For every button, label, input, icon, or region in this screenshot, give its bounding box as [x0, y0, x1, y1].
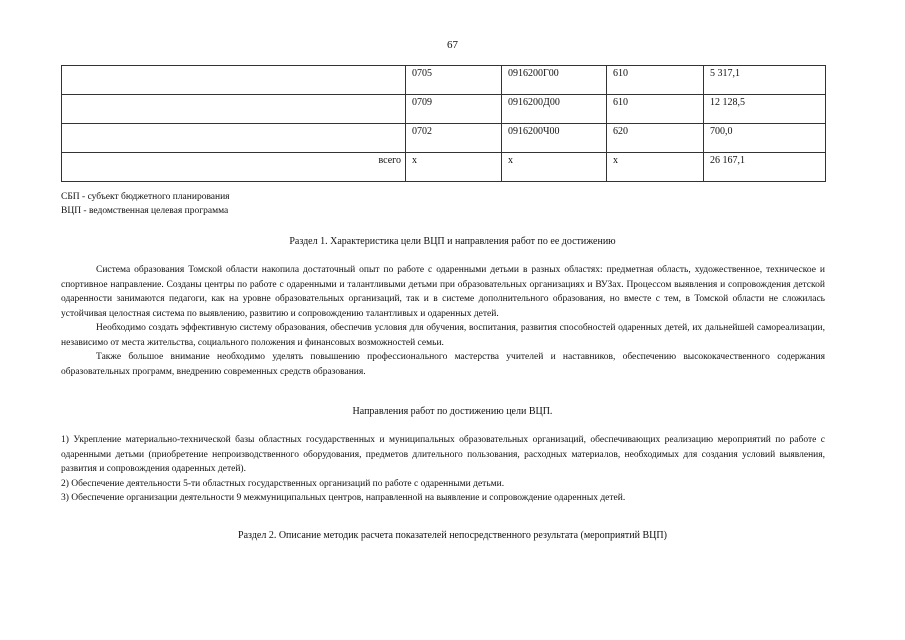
abbreviation-vcp: ВЦП - ведомственная целевая программа	[61, 206, 229, 216]
section-code-cell: 0705	[406, 66, 502, 95]
budget-table	[61, 65, 826, 182]
target-article-cell: 0916200Ч00	[502, 124, 607, 153]
table-row	[62, 95, 826, 124]
row-label-cell	[62, 95, 406, 124]
section-code-cell: 0702	[406, 124, 502, 153]
list-item: 2) Обеспечение деятельности 5-ти областных государственных организаций по работе с одаренными детьми.	[61, 478, 505, 489]
abbreviation-sbp: СБП - субъект бюджетного планирования	[61, 192, 230, 202]
row-label-cell	[62, 124, 406, 153]
directions-list	[61, 433, 825, 506]
total-label-cell: всего	[62, 153, 406, 182]
section2-heading: Раздел 2. Описание методик расчета показателей непосредственного результата (мероприятий ВЦП)	[238, 530, 667, 541]
amount-cell: 12 128,5	[704, 95, 826, 124]
expense-type-cell: 610	[607, 66, 704, 95]
table-row	[62, 124, 826, 153]
amount-cell: 5 317,1	[704, 66, 826, 95]
target-article-cell: х	[502, 153, 607, 182]
amount-cell: 700,0	[704, 124, 826, 153]
table-row	[62, 66, 826, 95]
target-article-cell: 0916200Г00	[502, 66, 607, 95]
row-label-cell	[62, 66, 406, 95]
directions-heading: Направления работ по достижению цели ВЦП.	[352, 406, 553, 417]
section-code-cell: х	[406, 153, 502, 182]
paragraph: Также большое внимание необходимо уделять повышению профессионального мастерства учителей и наставников, обеспечению высококачественного содержания образовательных программ, внедрению современных средств образования.	[61, 352, 825, 377]
target-article-cell: 0916200Д00	[502, 95, 607, 124]
paragraph: Необходимо создать эффективную систему образования, обеспечив условия для обучения, воспитания, развития способностей одаренных детей, их дальнейшей самореализации, независимо от места жительства, социального положения и финансовых возможностей семьи.	[61, 323, 825, 348]
page-number: 67	[447, 39, 458, 51]
expense-type-cell: х	[607, 153, 704, 182]
expense-type-cell: 610	[607, 95, 704, 124]
list-item: 3) Обеспечение организации деятельности 9 межмуниципальных центров, направленной на выявление и сопровождение одаренных детей.	[61, 493, 626, 503]
expense-type-cell: 620	[607, 124, 704, 153]
section1-heading: Раздел 1. Характеристика цели ВЦП и направления работ по ее достижению	[289, 236, 616, 247]
total-amount-cell: 26 167,1	[704, 153, 826, 182]
paragraph: Система образования Томской области накопила достаточный опыт по работе с одаренными детьми в разных областях: предметная область, художественное, техническое и спортивное направление. Созданы центры по работе с одаренными и талантливыми детьми при образовательных организациях и ВУЗах. Процессом выявления и сопровождения детской одаренности занимаются педагоги, как на уровне образовательных организаций, так и в системе дополнительного образования, но вместе с тем, в Томской области не сложилась устойчивая целостная система по выявлению, развитию и сопровождению талантливых и одаренных детей.	[61, 265, 825, 319]
abbreviation-notes	[61, 190, 230, 218]
section1-body	[61, 263, 825, 379]
section-code-cell: 0709	[406, 95, 502, 124]
list-item: 1) Укрепление материально-технической базы областных государственных и муниципальных образовательных организаций, обеспечивающих реализацию мероприятий по работе с одаренными детьми (приобретение непроизводственного оборудования, предметов длительного пользования, расходных материалов, необходимых для создания условий выявления, развития и сопровождения одаренных детей).	[61, 435, 825, 474]
table-row-total	[62, 153, 826, 182]
